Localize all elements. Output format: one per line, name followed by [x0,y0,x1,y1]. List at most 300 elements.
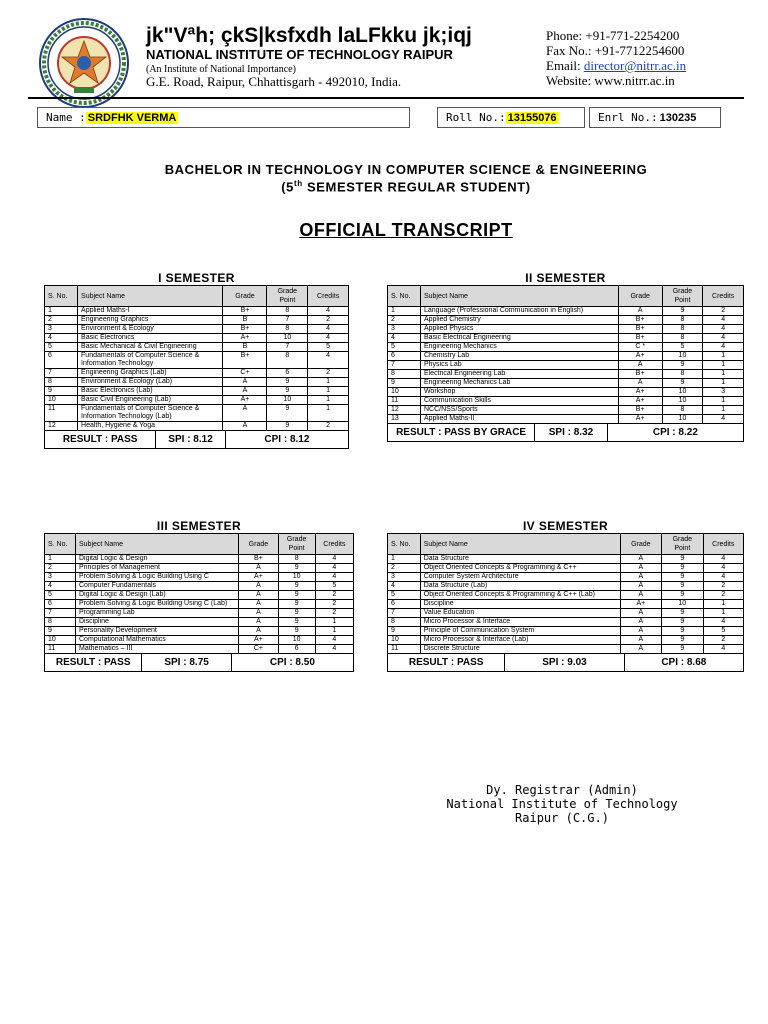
serial-cell: 8 [388,370,421,379]
table-row [45,405,349,422]
subject-cell: Computer System Architecture [420,573,620,582]
table-row [45,396,349,405]
table-row [388,316,744,325]
signature-block [412,783,712,825]
subject-cell: Chemistry Lab [420,352,618,361]
subject-cell: Discipline [420,600,620,609]
grade-cell: A [620,582,661,591]
grade-cell: A [223,422,267,431]
credits-cell: 1 [308,396,349,405]
programme-title: BACHELOR IN TECHNOLOGY IN COMPUTER SCIENCE & ENGINEERING [164,162,648,177]
semester-block-3 [44,519,354,672]
table-row [45,636,354,645]
subject-cell: Language (Professional Communication in English) [420,307,618,316]
grade-cell: B+ [239,555,278,564]
serial-cell: 12 [45,422,78,431]
semester-block-4 [387,519,744,672]
result-row [44,654,354,672]
subject-cell: Fundamentals of Computer Science & Information Technology [78,352,223,369]
subject-cell: Digital Logic & Design [76,555,239,564]
credits-cell: 4 [703,618,743,627]
credits-cell: 4 [315,564,353,573]
table-row [45,343,349,352]
grade-point-cell: 9 [267,387,308,396]
credits-cell: 1 [315,618,353,627]
subject-cell: Engineering Graphics [78,316,223,325]
cpi-text: CPI : 8.22 [652,427,698,438]
grade-cell: B+ [618,316,662,325]
credits-cell: 4 [703,325,744,334]
programme-subtitle-post: SEMESTER REGULAR STUDENT) [302,179,531,195]
institute-tagline: (An Institute of National Importance) [146,64,296,75]
serial-cell: 5 [45,343,78,352]
table-row [45,352,349,369]
subject-cell: Applied Maths-II [420,415,618,424]
student-name-box [37,107,410,128]
phone-text: Phone: +91-771-2254200 [546,28,680,43]
column-header: S. No. [45,286,78,307]
subject-cell: Basic Electrical Engineering [420,334,618,343]
grade-point-cell: 9 [278,591,315,600]
serial-cell: 9 [45,627,76,636]
grade-point-cell: 9 [662,618,703,627]
semester-title: IV SEMESTER [522,519,609,533]
subject-cell: Environment & Ecology [78,325,223,334]
credits-cell: 2 [703,582,743,591]
grade-cell: A+ [223,396,267,405]
email-label: Email: [546,58,584,73]
credits-cell: 4 [315,636,353,645]
table-row [45,307,349,316]
column-header: Grade Point [267,286,308,307]
subject-cell: Engineering Graphics (Lab) [78,369,223,378]
subject-cell: Basic Electronics (Lab) [78,387,223,396]
result-row [387,424,744,442]
grade-cell: A [620,636,661,645]
credits-cell: 4 [315,573,353,582]
grade-point-cell: 10 [278,573,315,582]
serial-cell: 5 [388,591,421,600]
table-header-row [388,286,744,307]
column-header: Grade [223,286,267,307]
cpi-text: CPI : 8.12 [264,434,310,445]
table-row [45,325,349,334]
grade-cell: A+ [223,334,267,343]
grade-cell: A [620,645,661,654]
grade-cell: A [239,591,278,600]
table-row [388,609,744,618]
grade-cell: B+ [618,325,662,334]
grade-point-cell: 9 [278,618,315,627]
credits-cell: 1 [703,379,744,388]
grade-cell: A [620,573,661,582]
credits-cell: 2 [703,591,743,600]
grades-table [44,285,349,431]
credits-cell: 1 [703,370,744,379]
credits-cell: 4 [703,555,743,564]
subject-cell: Basic Civil Engineering (Lab) [78,396,223,405]
grade-point-cell: 9 [662,591,703,600]
grade-cell: A [620,591,661,600]
credits-cell: 4 [703,343,744,352]
subject-cell: Value Education [420,609,620,618]
table-row [388,555,744,564]
grade-cell: A [239,564,278,573]
grade-point-cell: 8 [662,316,703,325]
subject-cell: Engineering Mechanics [420,343,618,352]
subject-cell: Problem Solving & Logic Building Using C (Lab) [76,600,239,609]
credits-cell: 2 [308,316,349,325]
subject-cell: NCC/NSS/Sports [420,406,618,415]
grade-point-cell: 10 [267,334,308,343]
grade-cell: B+ [618,406,662,415]
table-row [388,370,744,379]
credits-cell: 1 [308,387,349,396]
column-header: Grade Point [662,534,703,555]
grade-cell: C * [618,343,662,352]
grade-point-cell: 8 [662,325,703,334]
subject-cell: Fundamentals of Computer Science & Information Technology (Lab) [78,405,223,422]
serial-cell: 3 [388,573,421,582]
credits-cell: 4 [703,564,743,573]
serial-cell: 13 [388,415,421,424]
grade-point-cell: 9 [662,636,703,645]
cpi-text: CPI : 8.50 [269,657,315,668]
grade-cell: B [223,316,267,325]
credits-cell: 5 [315,582,353,591]
table-row [45,582,354,591]
grade-point-cell: 10 [662,415,703,424]
grade-cell: A [223,405,267,422]
column-header: Subject Name [76,534,239,555]
serial-cell: 11 [45,645,76,654]
email-line [546,58,686,73]
serial-cell: 4 [45,582,76,591]
grade-point-cell: 9 [662,361,703,370]
subject-cell: Applied Physics [420,325,618,334]
semester-title: II SEMESTER [525,271,606,285]
subject-cell: Programming Lab [76,609,239,618]
serial-cell: 3 [388,325,421,334]
grade-cell: A [239,618,278,627]
column-header: Grade [239,534,278,555]
table-row [45,627,354,636]
table-row [388,582,744,591]
serial-cell: 11 [45,405,78,422]
credits-cell: 2 [703,307,744,316]
credits-cell: 1 [703,397,744,406]
table-row [388,564,744,573]
credits-cell: 4 [703,645,743,654]
column-header: Credits [308,286,349,307]
serial-cell: 11 [388,645,421,654]
grade-cell: C+ [223,369,267,378]
grade-point-cell: 9 [278,627,315,636]
grade-point-cell: 10 [267,396,308,405]
grade-point-cell: 9 [267,405,308,422]
credits-cell: 4 [308,325,349,334]
grade-point-cell: 9 [662,564,703,573]
column-header: S. No. [388,534,421,555]
serial-cell: 1 [45,307,78,316]
credits-cell: 2 [315,609,353,618]
institute-seal-icon [38,17,130,109]
table-row [45,600,354,609]
credits-cell: 4 [308,307,349,316]
credits-cell: 5 [703,627,743,636]
grade-point-cell: 9 [278,609,315,618]
serial-cell: 2 [388,316,421,325]
serial-cell: 6 [45,352,78,369]
grade-point-cell: 8 [267,307,308,316]
serial-cell: 7 [388,361,421,370]
grade-cell: C+ [239,645,278,654]
serial-cell: 10 [45,396,78,405]
grade-cell: A [618,307,662,316]
serial-cell: 2 [45,316,78,325]
table-row [45,555,354,564]
grade-point-cell: 6 [278,645,315,654]
grade-point-cell: 9 [662,582,703,591]
table-header-row [45,534,354,555]
grade-point-cell: 10 [662,352,703,361]
website-text: Website: www.nitrr.ac.in [546,73,675,88]
grade-point-cell: 10 [662,600,703,609]
institute-name: NATIONAL INSTITUTE OF TECHNOLOGY RAIPUR [146,47,453,62]
subject-cell: Engineering Mechanics Lab [420,379,618,388]
programme-subtitle [0,179,768,194]
credits-cell: 2 [308,369,349,378]
grade-cell: B+ [223,307,267,316]
result-text: RESULT : PASS [45,431,156,448]
grade-point-cell: 7 [267,316,308,325]
serial-cell: 3 [45,325,78,334]
table-row [45,591,354,600]
table-row [45,618,354,627]
column-header: Credits [703,534,743,555]
column-header: Grade [620,534,661,555]
column-header: Subject Name [78,286,223,307]
grade-cell: A+ [618,397,662,406]
credits-cell: 1 [308,378,349,387]
grade-point-cell: 9 [662,379,703,388]
table-row [45,369,349,378]
signatory-location: Raipur (C.G.) [515,811,609,825]
table-row [388,591,744,600]
grade-cell: A [618,361,662,370]
grade-cell: A [620,618,661,627]
grade-cell: A [223,378,267,387]
serial-cell: 3 [45,573,76,582]
grade-point-cell: 9 [278,600,315,609]
grade-cell: A [239,609,278,618]
credits-cell: 1 [703,361,744,370]
credits-cell: 2 [315,591,353,600]
cpi-text: CPI : 8.68 [661,657,707,668]
grades-table [387,533,744,654]
serial-cell: 1 [388,307,421,316]
roll-number: 13155076 [507,111,557,124]
column-header: S. No. [45,534,76,555]
subject-cell: Digital Logic & Design (Lab) [76,591,239,600]
serial-cell: 6 [45,600,76,609]
grade-cell: A+ [618,415,662,424]
grade-point-cell: 9 [662,573,703,582]
programme-subtitle-pre: (5 [281,179,295,195]
table-row [45,387,349,396]
table-row [388,325,744,334]
serial-cell: 11 [388,397,421,406]
table-row [45,564,354,573]
table-row [388,573,744,582]
subject-cell: Principles of Management [76,564,239,573]
table-row [388,343,744,352]
table-row [388,334,744,343]
serial-cell: 12 [388,406,421,415]
header-divider [28,97,744,99]
subject-cell: Micro Processor & Interface [420,618,620,627]
grade-point-cell: 5 [662,343,703,352]
grade-cell: A+ [618,352,662,361]
serial-cell: 5 [388,343,421,352]
subject-cell: Health, Hygiene & Yoga [78,422,223,431]
subject-cell: Communication Skills [420,397,618,406]
spi-text: SPI : 8.12 [156,431,226,448]
subject-cell: Data Structure (Lab) [420,582,620,591]
credits-cell: 1 [308,405,349,422]
serial-cell: 5 [45,591,76,600]
column-header: S. No. [388,286,421,307]
serial-cell: 10 [388,636,421,645]
credits-cell: 4 [315,555,353,564]
credits-cell: 1 [703,352,744,361]
subject-cell: Object Oriented Concepts & Programming & C++ [420,564,620,573]
table-row [45,334,349,343]
serial-cell: 10 [45,636,76,645]
subject-cell: Basic Electronics [78,334,223,343]
credits-cell: 5 [308,343,349,352]
grade-cell: A [239,582,278,591]
table-row [388,618,744,627]
subject-cell: Discipline [76,618,239,627]
table-row [388,645,744,654]
signatory-institute: National Institute of Technology [446,797,678,811]
grade-cell: B+ [223,352,267,369]
subject-cell: Physics Lab [420,361,618,370]
roll-label: Roll No.: [446,111,506,124]
serial-cell: 10 [388,388,421,397]
spi-text: SPI : 8.32 [535,424,608,441]
grade-cell: B+ [618,334,662,343]
result-row [44,431,349,449]
grade-point-cell: 8 [662,334,703,343]
serial-cell: 7 [45,609,76,618]
serial-cell: 7 [45,369,78,378]
table-row [388,415,744,424]
credits-cell: 2 [703,636,743,645]
grade-point-cell: 9 [662,627,703,636]
subject-cell: Basic Mechanical & Civil Engineering [78,343,223,352]
semester-block-1 [44,271,349,449]
serial-cell: 1 [388,555,421,564]
table-row [388,307,744,316]
grade-point-cell: 9 [662,609,703,618]
grade-cell: A [618,379,662,388]
grade-cell: A+ [239,636,278,645]
table-row [388,397,744,406]
result-text: RESULT : PASS [45,654,142,671]
table-row [45,609,354,618]
subject-cell: Micro Processor & Interface (Lab) [420,636,620,645]
credits-cell: 3 [703,388,744,397]
credits-cell: 4 [703,415,744,424]
grade-point-cell: 8 [662,406,703,415]
subject-cell: Applied Chemistry [420,316,618,325]
semester-title: III SEMESTER [156,519,242,533]
credits-cell: 4 [308,334,349,343]
document-title: OFFICIAL TRANSCRIPT [299,220,513,240]
table-header-row [45,286,349,307]
subject-cell: Electrical Engineering Lab [420,370,618,379]
grade-cell: A+ [620,600,661,609]
signatory-title: Dy. Registrar (Admin) [486,783,638,797]
table-row [388,352,744,361]
table-row [45,645,354,654]
serial-cell: 4 [45,334,78,343]
institute-address: G.E. Road, Raipur, Chhattisgarh - 492010, India. [146,74,402,89]
subject-cell: Problem Solving & Logic Building Using C [76,573,239,582]
table-row [45,573,354,582]
name-label: Name : [46,111,86,124]
grade-cell: A [620,555,661,564]
column-header: Subject Name [420,286,618,307]
credits-cell: 2 [308,422,349,431]
grade-cell: A [239,627,278,636]
column-header: Credits [315,534,353,555]
subject-cell: Computer Fundamentals [76,582,239,591]
serial-cell: 9 [388,627,421,636]
grade-point-cell: 9 [267,422,308,431]
subject-cell: Principle of Communication System [420,627,620,636]
serial-cell: 2 [388,564,421,573]
subject-cell: Object Oriented Concepts & Programming & C++ (Lab) [420,591,620,600]
grade-cell: B+ [618,370,662,379]
email-link[interactable]: director@nitrr.ac.in [583,58,687,73]
contact-block [546,28,686,88]
serial-cell: 1 [45,555,76,564]
grades-table [44,533,354,654]
serial-cell: 8 [45,378,78,387]
subject-cell: Computational Mathematics [76,636,239,645]
column-header: Subject Name [420,534,620,555]
roll-number-box [437,107,585,128]
table-row [45,316,349,325]
credits-cell: 4 [703,316,744,325]
table-row [388,600,744,609]
subject-cell: Mathematics – III [76,645,239,654]
table-row [388,361,744,370]
serial-cell: 4 [388,334,421,343]
serial-cell: 7 [388,609,421,618]
spi-text: SPI : 8.75 [142,654,231,671]
grade-point-cell: 9 [278,582,315,591]
credits-cell: 4 [703,334,744,343]
serial-cell: 6 [388,352,421,361]
column-header: Grade Point [278,534,315,555]
subject-cell: Data Structure [420,555,620,564]
semester-block-2 [387,271,744,442]
serial-cell: 9 [45,387,78,396]
